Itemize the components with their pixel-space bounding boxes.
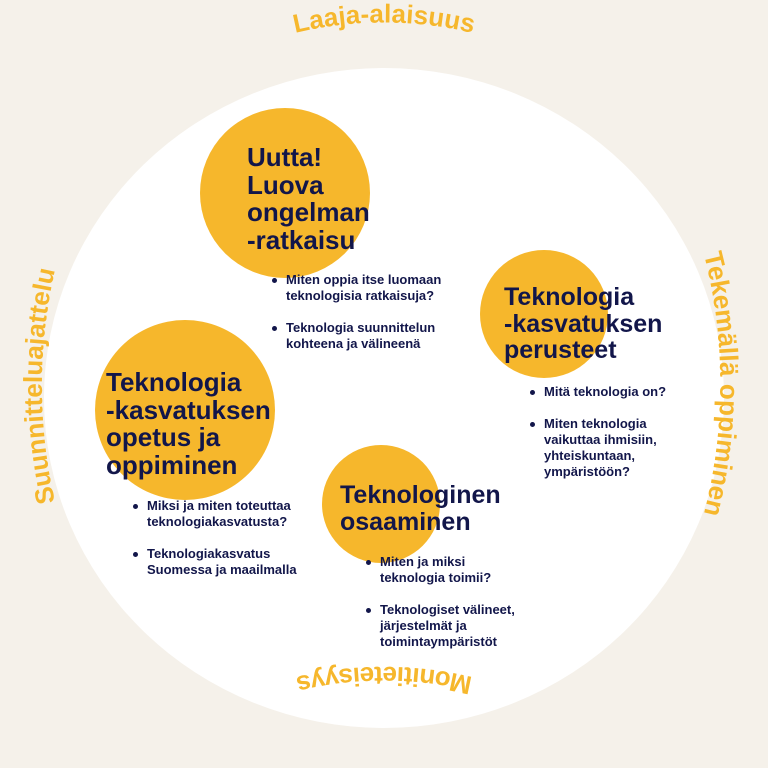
bullet-item: Teknologia suunnittelun kohteena ja välineenä [272, 320, 441, 352]
bullet-item: Miten ja miksi teknologia toimii? [366, 554, 515, 586]
node-bullets-teaching [133, 498, 297, 594]
node-title-foundations: Teknologia -kasvatuksen perusteet [504, 283, 663, 364]
node-title-competence: Teknologinen osaaminen [340, 481, 501, 536]
ring-label-bottom: Monitieteisyys [293, 660, 475, 701]
bullet-item: Mitä teknologia on? [530, 384, 666, 400]
node-title-problem-solving: Uutta! Luova ongelman -ratkaisu [247, 142, 370, 255]
node-bullets-competence [366, 554, 515, 666]
node-bullets-problem-solving [272, 272, 441, 368]
bullet-item: Teknologiakasvatus Suomessa ja maailmalla [133, 546, 297, 578]
node-title-teaching: Teknologia -kasvatuksen opetus ja oppiminen [106, 367, 271, 480]
bullet-item: Miten oppia itse luomaan teknologisia ratkaisuja? [272, 272, 441, 304]
node-bullets-foundations [530, 384, 666, 496]
bullet-item: Miksi ja miten toteuttaa teknologiakasvatusta? [133, 498, 297, 530]
bullet-item: Teknologiset välineet, järjestelmät ja toimintaympäristöt [366, 602, 515, 650]
ring-label-right: Tekemällä oppiminen [698, 248, 745, 520]
ring-label-left: Suunnitteluajattelu [17, 264, 61, 508]
bullet-item: Miten teknologia vaikuttaa ihmisiin, yhteiskuntaan, ympäristöön? [530, 416, 666, 480]
ring-label-top: Laaja-alaisuus [289, 0, 479, 39]
